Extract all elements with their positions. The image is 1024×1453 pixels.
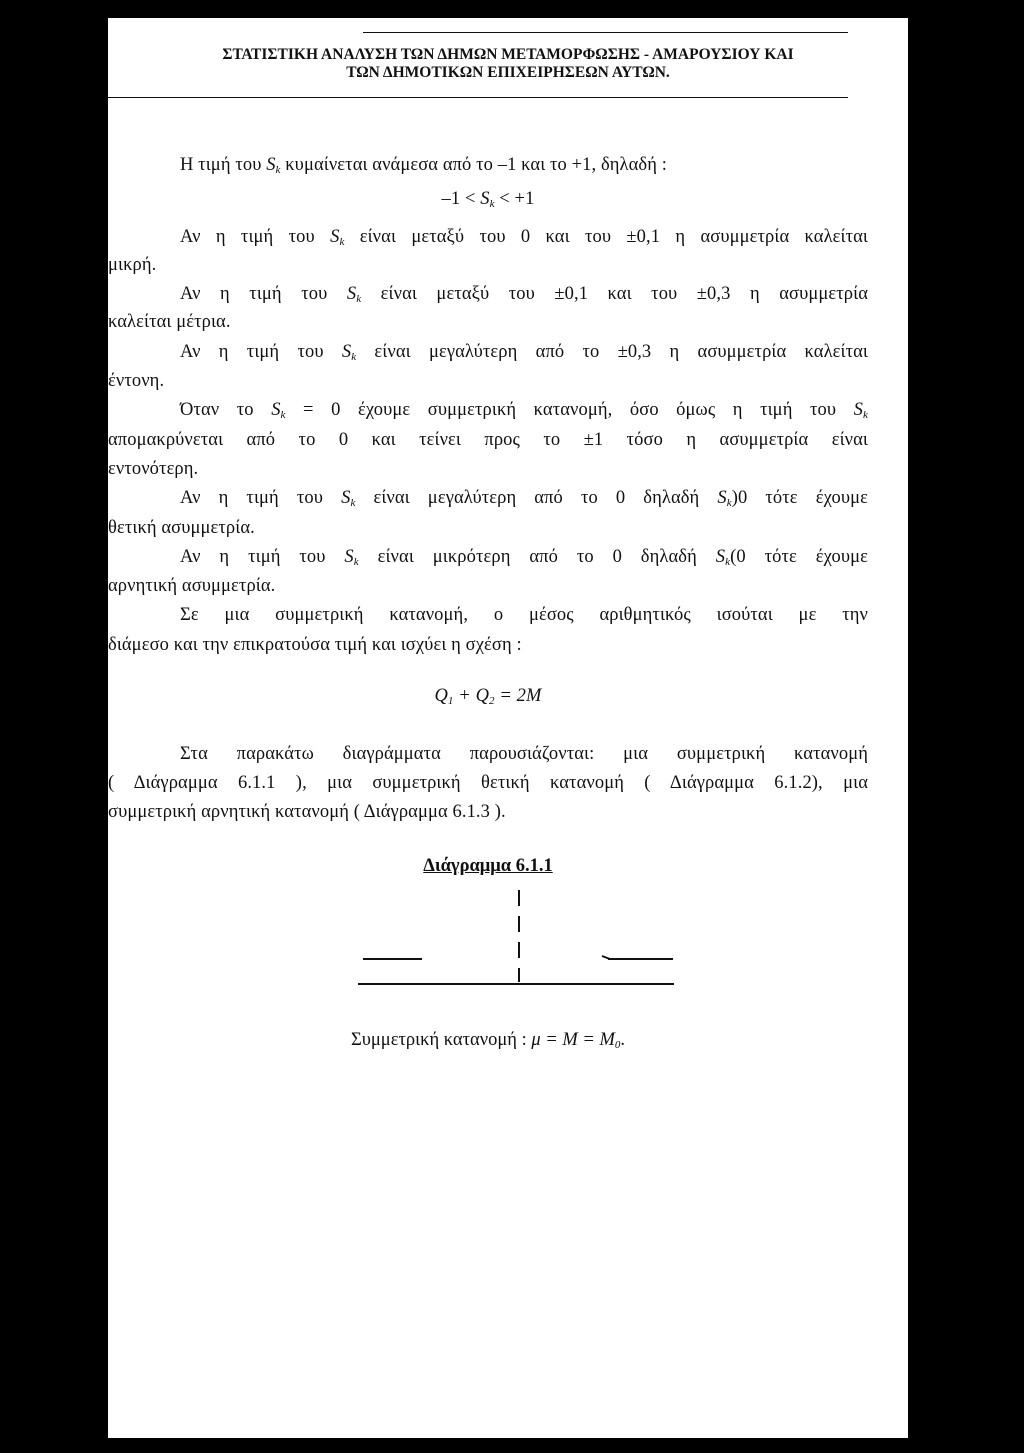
paragraph-symmetric-cont: απομακρύνεται από το 0 και τείνει προς το ±1 τόσο η ασυμμετρία είναι <box>108 430 868 450</box>
paragraph-small-skew-cont: μικρή. <box>108 255 157 275</box>
paragraph-range: Η τιμή του $S_k$ κυμαίνεται ανάμεσα από το –1 και το +1, δηλαδή : <box>180 155 667 176</box>
paragraph-diagrams-list: ( Διάγραμμα 6.1.1 ), μια συμμετρική θετική κατανομή ( Διάγραμμα 6.1.2), μια <box>108 773 868 793</box>
paragraph-diagrams-intro: Στα παρακάτω διαγράμματα παρουσιάζονται: μια συμμετρική κατανομή <box>180 744 868 764</box>
diagram-caption: Συμμετρική κατανομή : $\mu = M = M_0$. <box>350 1030 626 1051</box>
paragraph-symmetric: Όταν το $S_k = 0$ έχουμε συμμετρική κατανομή, όσο όμως η τιμή του $S_k$ <box>180 400 868 421</box>
header-rule-top <box>363 32 848 33</box>
paragraph-moderate-skew: Αν η τιμή του $S_k$ είναι μεταξύ του ±0,1 και του ±0,3 η ασυμμετρία <box>180 284 868 305</box>
paragraph-negative-skew: Αν η τιμή του $S_k$ είναι μικρότερη από το 0 δηλαδή $S_k(0$ τότε έχουμε <box>180 547 868 568</box>
paragraph-positive-skew-cont: θετική ασυμμετρία. <box>108 518 255 538</box>
paragraph-mean-median-cont: διάμεσο και την επικρατούσα τιμή και ισχύει η σχέση : <box>108 635 522 655</box>
header-line-2: ΤΩΝ ΔΗΜΟΤΙΚΩΝ ΕΠΙΧΕΙΡΗΣΕΩΝ ΑΥΤΩΝ. <box>346 64 670 81</box>
equation-range: $-1 < S_k < +1$ <box>441 189 535 210</box>
equation-quartiles: $Q_1 + Q_2 = 2M$ <box>434 686 542 707</box>
header-rule-bottom <box>108 97 848 98</box>
paragraph-negative-skew-cont: αρνητική ασυμμετρία. <box>108 576 276 596</box>
paragraph-strong-skew-cont: έντονη. <box>108 371 165 391</box>
right-tail-tick <box>602 956 610 959</box>
paragraph-symmetric-end: εντονότερη. <box>108 459 199 479</box>
paragraph-strong-skew: Αν η τιμή του $S_k$ είναι μεγαλύτερη από το ±0,3 η ασυμμετρία καλείται <box>180 342 869 363</box>
paragraph-mean-median: Σε μια συμμετρική κατανομή, ο μέσος αριθμητικός ισούται με την <box>180 605 868 625</box>
paragraph-positive-skew: Αν η τιμή του $S_k$ είναι μεγαλύτερη από το 0 δηλαδή $S_k)0$ τότε έχουμε <box>180 488 868 509</box>
diagram-title: Διάγραμμα 6.1.1 <box>423 856 553 876</box>
header-line-1: ΣΤΑΤΙΣΤΙΚΗ ΑΝΑΛΥΣΗ ΤΩΝ ΔΗΜΩΝ ΜΕΤΑΜΟΡΦΩΣΗΣ - ΑΜΑΡΟΥΣΙΟΥ ΚΑΙ <box>222 46 794 63</box>
paragraph-small-skew: Αν η τιμή του $S_k$ είναι μεταξύ του 0 και του ±0,1 η ασυμμετρία καλείται <box>180 227 869 248</box>
paragraph-diagrams-end: συμμετρική αρνητική κατανομή ( Διάγραμμα 6.1.3 ). <box>108 802 506 822</box>
paragraph-moderate-skew-cont: καλείται μέτρια. <box>108 312 231 332</box>
running-header <box>108 46 908 82</box>
symmetric-distribution-diagram <box>358 888 688 1008</box>
sk-symbol: $S_k$ <box>266 155 281 176</box>
document-page <box>108 18 908 1438</box>
